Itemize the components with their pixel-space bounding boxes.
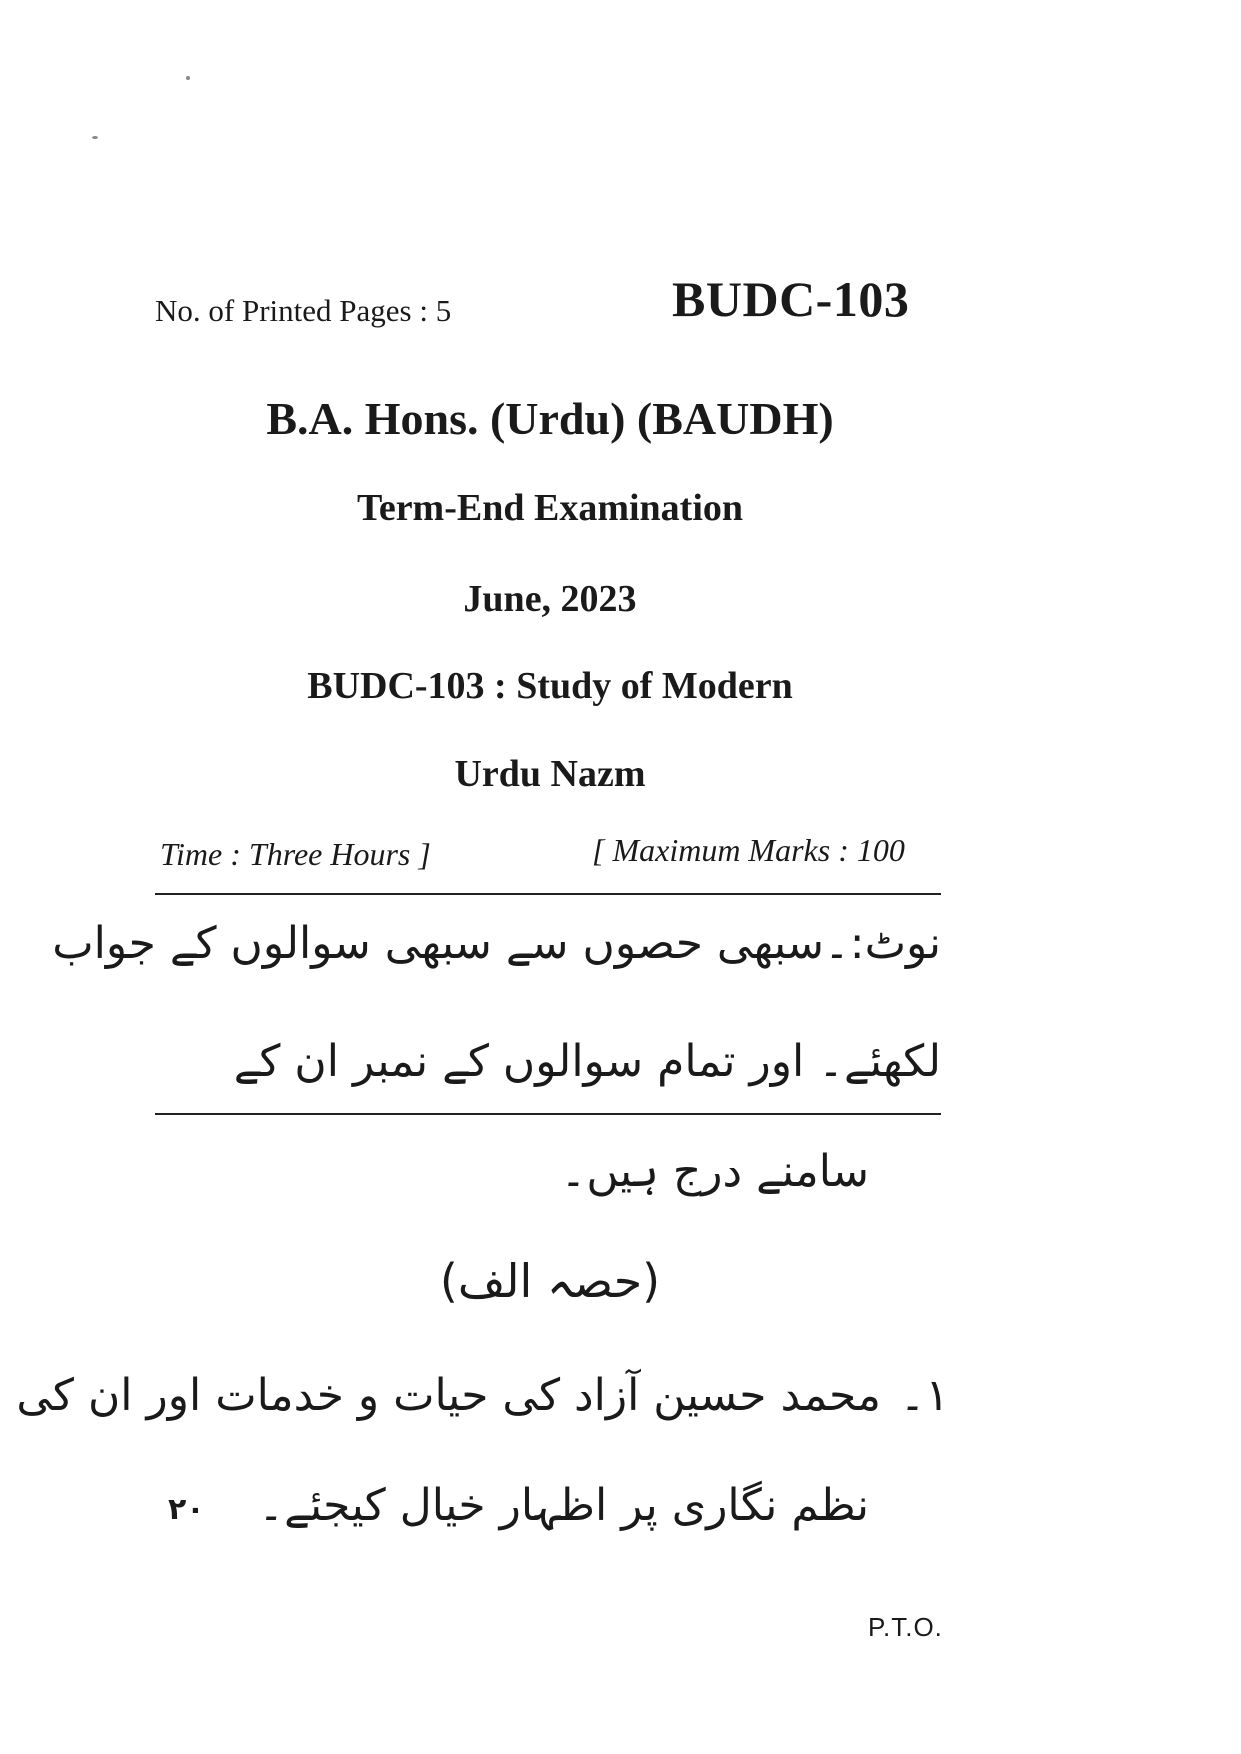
programme-title: B.A. Hons. (Urdu) (BAUDH): [266, 393, 834, 444]
section-heading: (حصہ الف): [439, 1254, 661, 1308]
printed-pages-count: No. of Printed Pages : 5: [155, 293, 452, 328]
time-allowed: Time : Three Hours ]: [160, 836, 431, 872]
scan-speck: [92, 136, 98, 139]
note-line2: لکھئے۔ اور تمام سوالوں کے نمبر ان کے: [233, 1036, 941, 1087]
question1-marks: ۲۰: [168, 1492, 205, 1527]
top-divider: [155, 893, 941, 895]
scan-speck: [186, 76, 190, 80]
note-line1: نوٹ:۔سبھی حصوں سے سبھی سوالوں کے جواب: [52, 918, 941, 969]
course-title-line1: BUDC-103 : Study of Modern: [307, 665, 793, 707]
bottom-divider: [155, 1113, 941, 1115]
question1-line2: نظم نگاری پر اظہار خیال کیجئے۔: [258, 1480, 869, 1531]
question-number: ۱۔: [899, 1370, 949, 1421]
course-title-line2: Urdu Nazm: [454, 753, 646, 795]
paper-code: BUDC-103: [672, 271, 910, 327]
please-turn-over: P.T.O.: [868, 1612, 943, 1642]
exam-session: June, 2023: [463, 578, 637, 620]
question1-line1: محمد حسین آزاد کی حیات و خدمات اور ان کی: [16, 1370, 881, 1421]
exam-title: Term-End Examination: [356, 487, 744, 529]
note-line3: سامنے درج ہیں۔: [560, 1146, 869, 1197]
maximum-marks: [ Maximum Marks : 100: [592, 832, 905, 868]
